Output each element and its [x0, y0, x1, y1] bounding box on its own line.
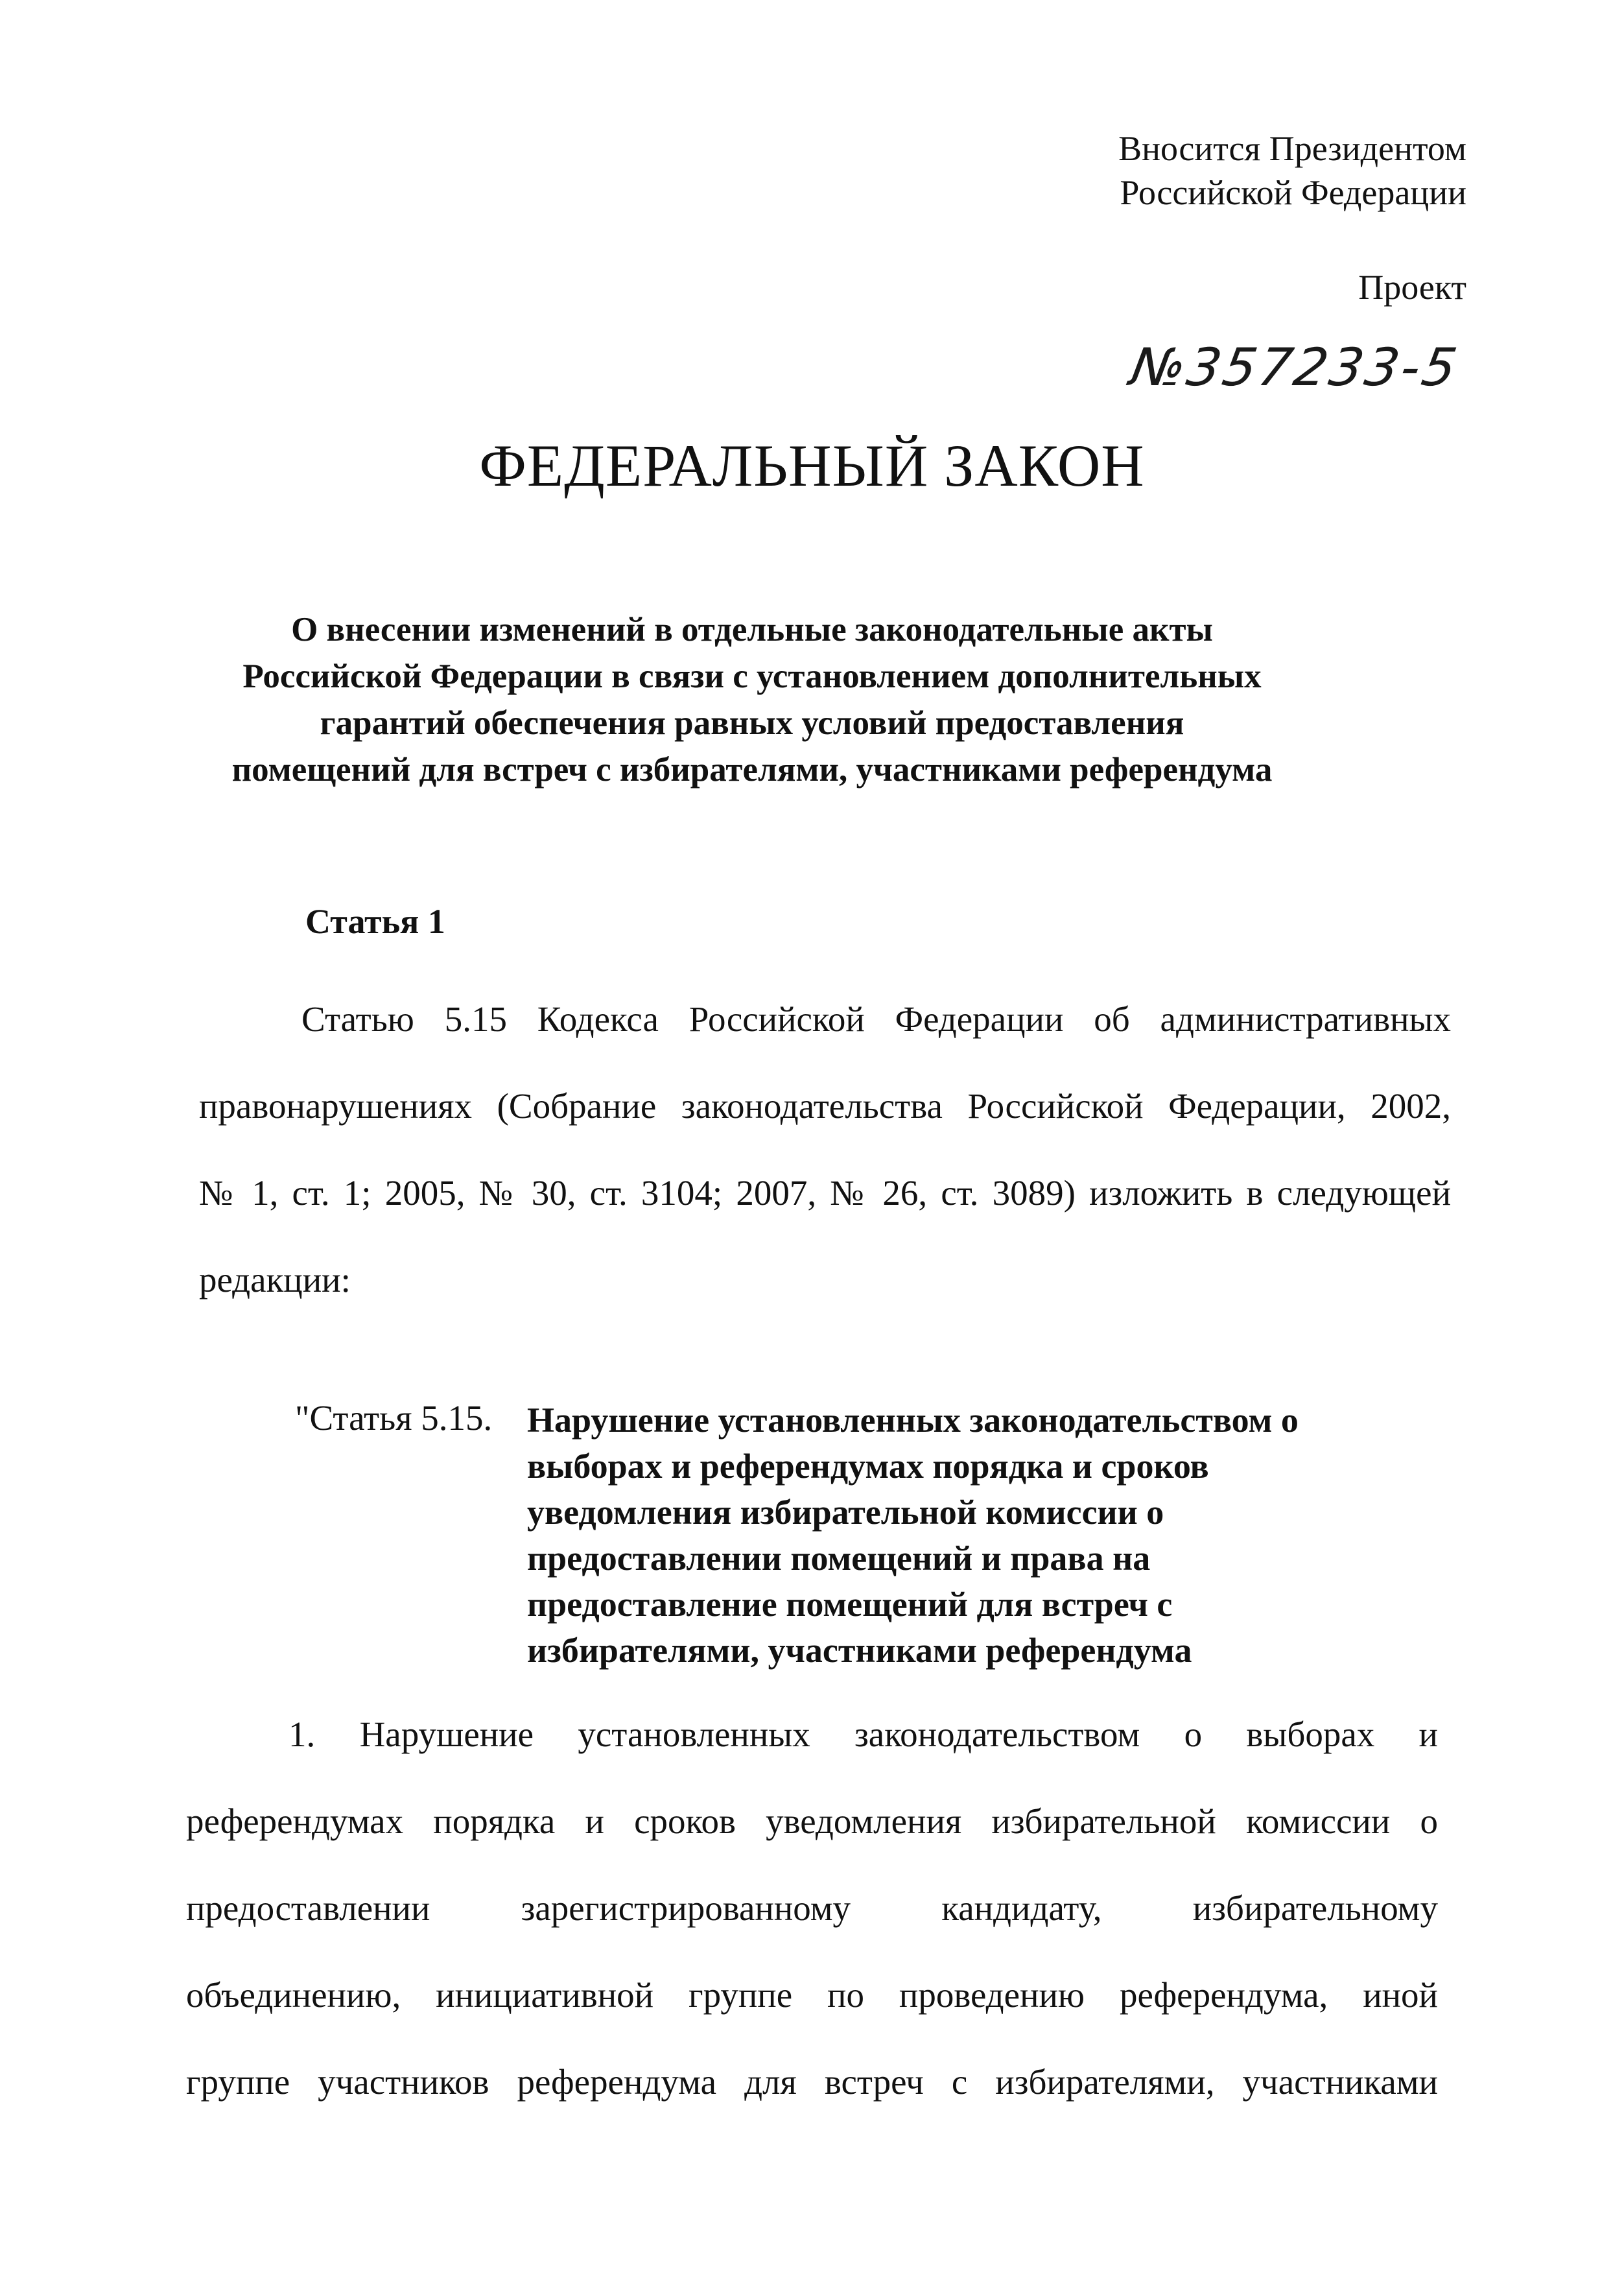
body-line: 1. Нарушение установленных законодательством о выборах и: [288, 1714, 1438, 1754]
body-line: редакции:: [199, 1260, 351, 1299]
handwritten-registration-number: №357233-5: [1125, 337, 1464, 397]
body-line: Статью 5.15 Кодекса Российской Федерации об административных: [301, 999, 1451, 1039]
body-line: № 1, ст. 1; 2005, № 30, ст. 3104; 2007, № 26, ст. 3089) изложить в следующей: [199, 1173, 1451, 1213]
article-1-body: [199, 976, 1451, 1323]
subtitle-line: О внесении изменений в отдельные законодательные акты: [291, 611, 1213, 648]
clause-1-body: [186, 1691, 1438, 2126]
heading-line: выборах и референдумах порядка и сроков: [527, 1447, 1209, 1486]
law-subtitle: [0, 606, 1504, 793]
introduced-by-line-2: Российской Федерации: [1120, 173, 1466, 212]
subtitle-line: Российской Федерации в связи с установлением дополнительных: [242, 658, 1262, 695]
heading-line: уведомления избирательной комиссии о: [527, 1493, 1164, 1532]
document-title: ФЕДЕРАЛЬНЫЙ ЗАКОН: [479, 433, 1145, 499]
draft-label: Проект: [1358, 268, 1466, 307]
subtitle-line: помещений для встреч с избирателями, участниками референдума: [231, 751, 1273, 789]
article-5-15-label: "Статья 5.15.: [295, 1398, 493, 1438]
body-line: референдумах порядка и сроков уведомления избирательной комиссии о: [186, 1801, 1438, 1841]
body-line: предоставлении зарегистрированному кандидату, избирательному: [186, 1888, 1438, 1928]
heading-line: Нарушение установленных законодательством о: [527, 1401, 1299, 1440]
body-line: объединению, инициативной группе по проведению референдума, иной: [186, 1975, 1438, 2015]
body-line: правонарушениях (Собрание законодательства Российской Федерации, 2002,: [199, 1086, 1451, 1126]
heading-line: избирателями, участниками референдума: [527, 1631, 1192, 1670]
article-1-heading: Статья 1: [305, 902, 445, 941]
heading-line: предоставление помещений для встреч с: [527, 1585, 1173, 1624]
subtitle-line: гарантий обеспечения равных условий предоставления: [320, 704, 1184, 742]
introduced-by-line-1: Вносится Президентом: [1118, 129, 1466, 168]
body-line: группе участников референдума для встреч с избирателями, участниками: [186, 2062, 1438, 2102]
article-5-15-heading: [527, 1397, 1299, 1674]
heading-line: предоставлении помещений и права на: [527, 1539, 1151, 1578]
